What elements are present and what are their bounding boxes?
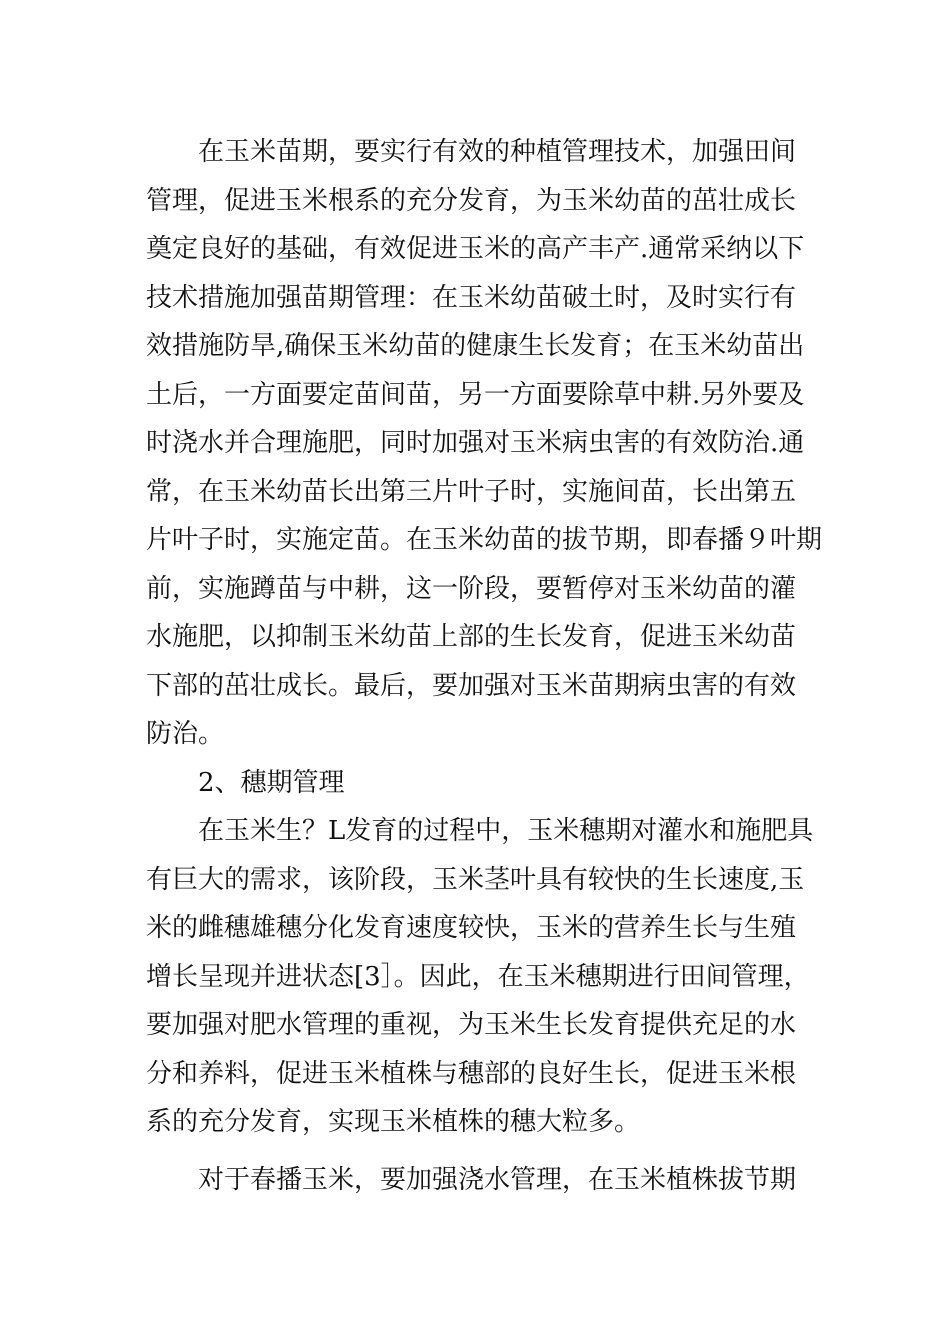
paragraph-2-line-5: 要加强对肥水管理的重视，为玉米生长发育提供充足的水 [146,1010,797,1040]
paragraph-1-line-1: 在玉米苗期，要实行有效的种植管理技术，加强田间 [198,137,797,167]
paragraph-1-line-13: 防治。 [146,719,225,749]
paragraph-3-line-1: 对于春播玉米，要加强浇水管理，在玉米植株拔节期 [198,1164,797,1195]
paragraph-1-line-9: 片叶子时，实施定苗。在玉米幼苗的拔节期，即春播９叶期 [146,525,823,555]
document-body [146,128,823,1204]
paragraph-2-line-3: 米的雌穗雄穗分化发育速度较快，玉米的营养生长与生殖 [146,913,797,943]
paragraph-1-line-8: 常，在玉米幼苗长出第三片叶子时，实施间苗，长出第五 [146,476,797,507]
paragraph-1-line-10: 前，实施蹲苗与中耕，这一阶段，要暂停对玉米幼苗的灌 [146,573,797,604]
paragraph-1-line-6: 土后，一方面要定苗间苗，另一方面要除草中耕.另外要及 [146,379,805,410]
paragraph-2-line-6: 分和养料，促进玉米植株与穗部的良好生长，促进玉米根 [146,1058,797,1089]
paragraph-spacer [146,1147,806,1156]
paragraph-1-line-4: 技术措施加强苗期管理：在玉米幼苗破土时，及时实行有 [146,282,797,313]
section-heading: 2、穗期管理 [198,767,345,798]
paragraph-1-line-7: 时浇水并合理施肥，同时加强对玉米病虫害的有效防治.通 [146,428,805,458]
paragraph-1-line-3: 奠定良好的基础，有效促进玉米的高产丰产.通常采纳以下 [146,234,805,264]
paragraph-2-line-7: 系的充分发育，实现玉米植株的穗大粒多。 [146,1107,641,1137]
paragraph-1-line-11: 水施肥，以抑制玉米幼苗上部的生长发育，促进玉米幼苗 [146,622,797,652]
paragraph-1-line-12: 下部的茁壮成长。最后，要加强对玉米苗期病虫害的有效 [146,670,797,701]
paragraph-2-line-4: 增长呈现并进状态[3］。因此，在玉米穗期进行田间管理， [146,961,810,992]
paragraph-2-line-2: 有巨大的需求，该阶段，玉米茎叶具有较快的生长速度,玉 [146,864,805,895]
paragraph-2-line-1: 在玉米生？L发育的过程中，玉米穗期对灌水和施肥具 [198,816,814,846]
paragraph-1-line-2: 管理，促进玉米根系的充分发育，为玉米幼苗的茁壮成长 [146,185,797,216]
paragraph-1-line-5: 效措施防旱,确保玉米幼苗的健康生长发育；在玉米幼苗出 [146,331,805,361]
